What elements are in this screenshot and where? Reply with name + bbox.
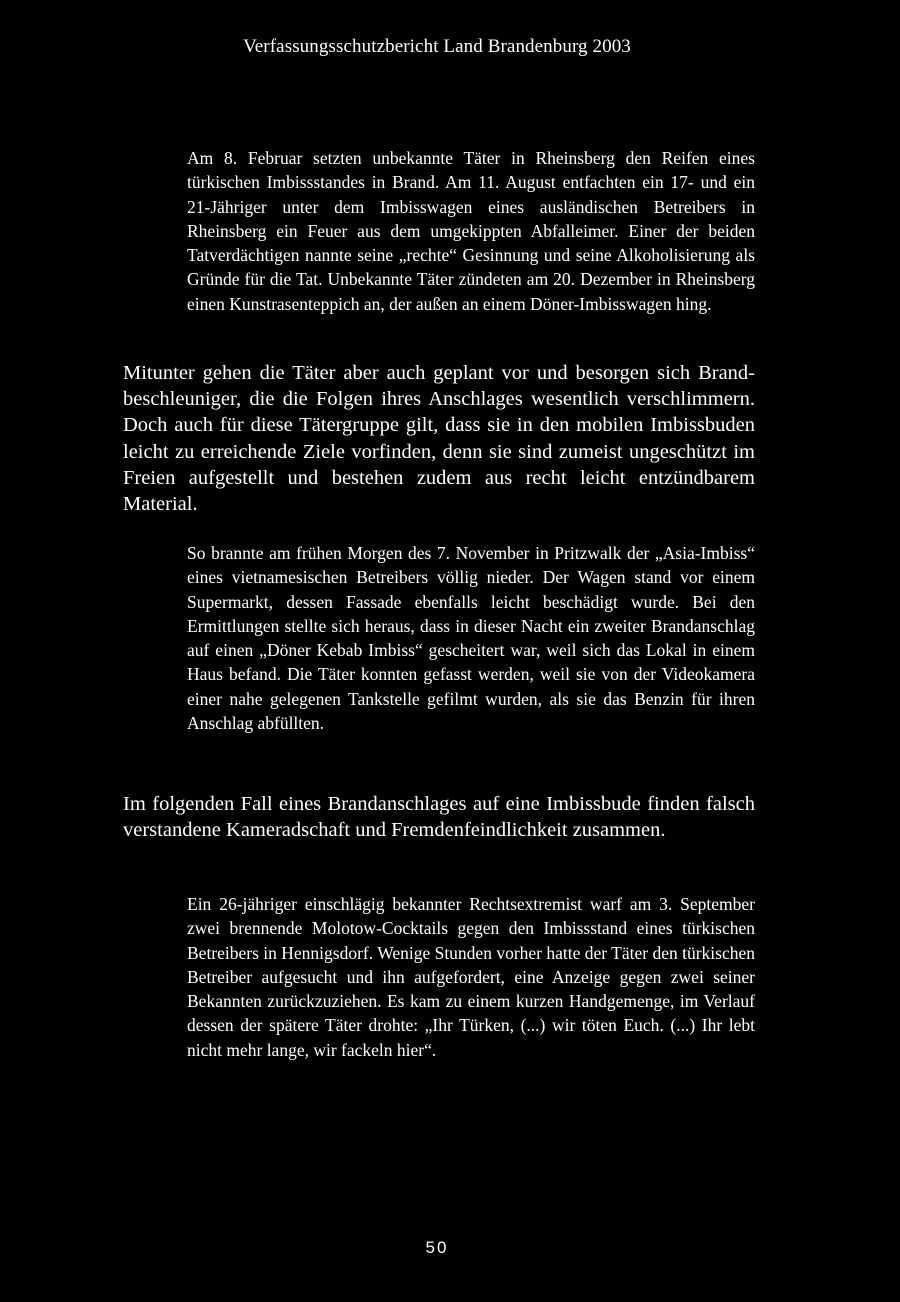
page-number: 50 xyxy=(425,1238,449,1257)
example-rheinsberg: Am 8. Februar setzten unbekannte Täter in Rheinsberg den Reifen eines türkischen Imbissstandes in Brand. Am 11. August entfachten ein 17- und ein 21-Jähriger unter dem Imbisswagen eines ausländischen Betreibers in Rheinsberg ein Feuer aus dem umgekippten Abfalleimer. Einer der beiden Tatverdächtigen nannte seine „rechte“ Gesinnung und seine Alkoholisierung als Gründe für die Tat. Unbekannte Täter zündeten am 20. Dezember in Rheinsberg einen Kunstrasenteppich an, der außen an einem Döner-Imbisswagen hing. xyxy=(187,148,755,314)
paragraph-kameradschaft: Im folgenden Fall eines Brandanschlages auf eine Imbissbude finden falsch verstandene Kameradschaft und Fremdenfeindlichkeit zusammen. xyxy=(123,793,755,842)
example-hennigsdorf: Ein 26-jähriger einschlägig bekannter Rechtsextremist warf am 3. September zwei brennende Molotow-Cocktails gegen den Imbissstand eines türkischen Betreibers in Hennigsdorf. Wenige Stunden vorher hatte der Täter den türkischen Betreiber aufgesucht und ihn aufgefordert, eine Anzeige gegen zwei seiner Bekannten zurückzuziehen. Es kam zu einem kurzen Handgemenge, im Verlauf dessen der spätere Täter drohte: „Ihr Türken, (...) wir töten Euch. (...) Ihr lebt nicht mehr lange, wir fackeln hier“. xyxy=(187,894,755,1060)
paragraph-brandbeschleuniger: Mitunter gehen die Täter aber auch geplant vor und besorgen sich Brandbeschleuniger, die die Folgen ihres Anschlages wesentlich verschlimmern. Doch auch für diese Tätergruppe gilt, dass sie in den mobilen Imbissbuden leicht zu erreichende Ziele vorfinden, denn sie sind zumeist ungeschützt im Freien aufgestellt und bestehen zudem aus recht leicht entzündbarem Material. xyxy=(123,362,755,516)
page-header: Verfassungsschutzbericht Land Brandenburg 2003 xyxy=(243,36,631,57)
example-pritzwalk: So brannte am frühen Morgen des 7. November in Pritzwalk der „Asia-Imbiss“ eines vietnamesischen Betreibers völlig nieder. Der Wagen stand vor einem Supermarkt, dessen Fassade ebenfalls leicht beschädigt wurde. Bei den Ermittlungen stellte sich heraus, dass in dieser Nacht ein zweiter Brandanschlag auf einen „Döner Kebab Imbiss“ gescheitert war, weil sich das Lokal in einem Haus befand. Die Täter konnten gefasst werden, weil sie von der Videokamera einer nahe gelegenen Tankstelle gefilmt wurden, als sie das Benzin für ihren Anschlag abfüllten. xyxy=(187,543,755,734)
